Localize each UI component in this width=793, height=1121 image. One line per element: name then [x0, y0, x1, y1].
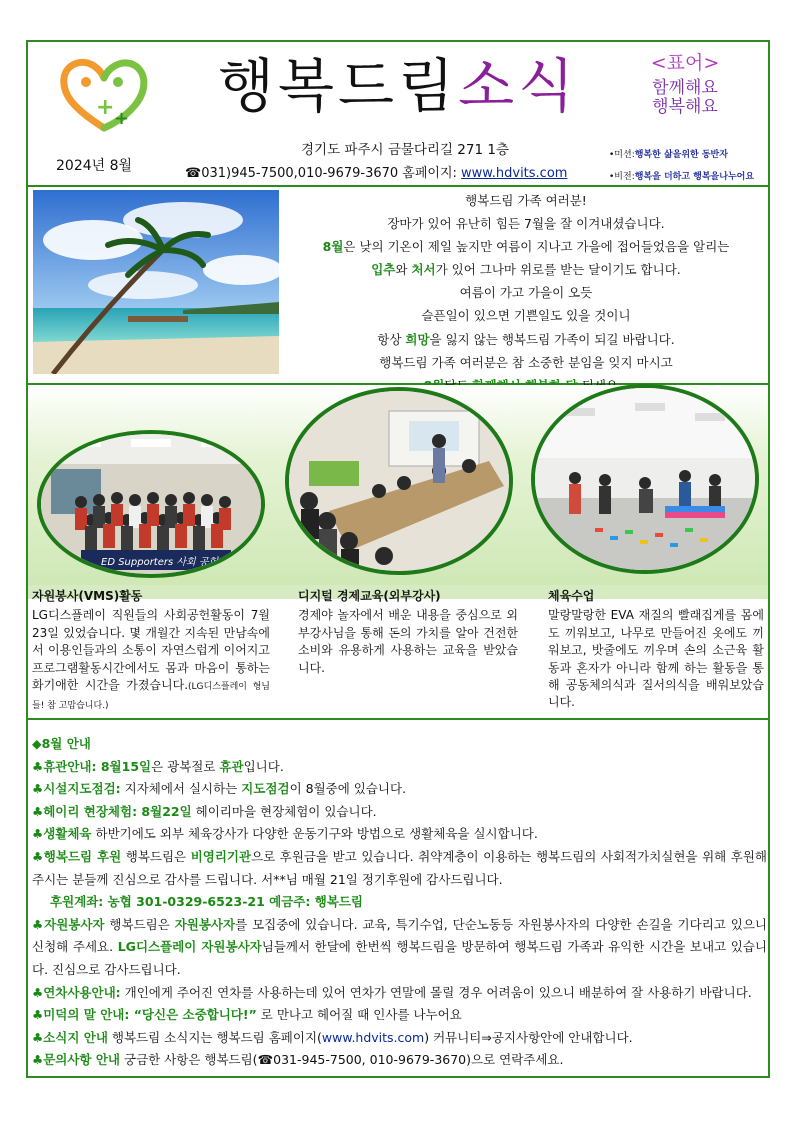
notice-item: ♣생활체육 하반기에도 외부 체육강사가 다양한 운동기구와 방법으로 생활체육을 실시합니다.	[32, 826, 538, 842]
address: 경기도 파주시 금물다리길 271 1층	[300, 142, 509, 158]
notice-sponsor: ♣행복드림 후원 행복드림은 비영리기관으로 후원금을 받고 있습니다. 취약계층이 이용하는 행복드림의 사회적가치실현을 위해 후원해 주시는 분들께 진심으로 감사를 드립니다. 서**님 매월 21일 정기후원에 감사드립니다.	[32, 848, 767, 887]
pe-class-photo	[531, 384, 759, 574]
divider	[26, 718, 770, 720]
logo-heart-icon	[56, 52, 152, 134]
economy-class-photo	[285, 387, 513, 575]
notice-item: ♣시설지도점검: 지자체에서 실시하는 지도점검이 8월중에 있습니다.	[32, 781, 407, 797]
contact-info: ☎031)945-7500,010-9679-3670 홈페이지: www.hdvits.com	[185, 166, 568, 181]
notice-inquiry: ♣문의사항 안내 궁금한 사항은 행복드림(☎031-945-7500, 010-9679-3670)으로 연락주세요.	[32, 1052, 564, 1068]
activity-heading: 체육수업	[548, 589, 595, 603]
notice-leave: ♣연차사용안내: 개인에게 주어진 연차를 사용하는데 있어 연차가 연말에 몰릴 경우 어려움이 있으니 배분하여 잘 사용하기 바랍니다.	[32, 984, 752, 1000]
activity-heading: 디지털 경제교육(외부강사)	[298, 589, 441, 603]
svg-text:+: +	[96, 95, 115, 120]
notice-virtue: ♣미덕의 말 안내: “당신은 소중합니다!” 로 만나고 헤어질 때 인사를 나누어요	[32, 1007, 462, 1023]
sponsor-account: 후원계좌: 농협 301-0329-6523-21 예금주: 행복드림	[50, 894, 364, 910]
notice-heading: ◆8월 안내	[32, 736, 91, 751]
notice-item: ♣휴관안내: 8월15일은 광복절로 휴관입니다.	[32, 758, 284, 774]
photo-banner-text: ED Supporters 사회 공헌	[101, 557, 219, 568]
activity-heading: 자원봉사(VMS)활동	[32, 589, 143, 603]
notice-item: ♣헤이리 현장체험: 8월22일 헤이리마을 현장체험이 있습니다.	[32, 803, 377, 819]
activity-pe: 체육수업 말랑말랑한 EVA 재질의 빨래집게를 몸에도 끼워보고, 나무로 만들어진 옷에도 끼워보고, 밧줄에도 끼우며 손의 소근육 활동과 혼자가 아니라 함께 하는 활동을 통해 공동체의식과 질서의식을 배워보았습니다.	[548, 589, 764, 710]
intro-message: 행복드림 가족 여러분! 장마가 있어 유난히 힘든 7월을 잘 이겨내셨습니다. 8월은 낮의 기온이 제일 높지만 여름이 지나고 가을에 접어들었음을 알리는 입추와 처서가 있어 그나마 위로를 받는 달이기도 합니다. 여름이 가고 가을이 오듯 슬픈일이 있으면 기쁜일도 있을 것이니 항상 희망을 잃지 않는 행복드림 가족이 되길 바랍니다. 행복드림 가족 여러분은 참 소중한 분임을 잊지 마시고	[322, 193, 730, 370]
beach-photo	[33, 190, 279, 374]
motto: <표어> 함께해요 행복해요	[650, 52, 720, 117]
mission-vision: •미션:행복한 삶을위한 동반자 •비전:행복을 더하고 행복을나누어요	[609, 150, 755, 182]
notice-volunteer: ♣자원봉사자 행복드림은 자원봉사자를 모집중에 있습니다. 교육, 특기수업, 단순노동등 자원봉사자의 다양한 손길을 기다리고 있으니 신청해 주세요. LG디스플레이 자원봉사자님들께서 한달에 한번씩 행복드림을 방문하여 행복드림 가족과 유익한 시간을 보내고 있습니다. 진심으로 감사드립니다.	[32, 916, 767, 977]
activity-economy: 디지털 경제교육(외부강사) 경제야 놀자에서 배운 내용을 중심으로 외부강사님을 통해 돈의 가치를 알아 건전한 소비와 유용하게 사용하는 교육을 받았습니다.	[298, 589, 518, 675]
volunteer-photo	[37, 430, 265, 578]
issue-date: 2024년 8월	[56, 158, 133, 174]
homepage-link[interactable]: www.hdvits.com	[321, 1029, 425, 1045]
website-link[interactable]: www.hdvits.com	[461, 166, 568, 181]
newsletter-title: 행복드림소식	[218, 52, 579, 120]
august-notices	[32, 733, 767, 1072]
notice-newsletter: ♣소식지 안내 행복드림 소식지는 행복드림 홈페이지(www.hdvits.com) 커뮤니티⇒공지사항안에 안내합니다.	[32, 1029, 633, 1045]
svg-text:+: +	[114, 108, 130, 129]
activity-volunteer: 자원봉사(VMS)활동 LG디스플레이 직원들의 사회공헌활동이 7월23일 있었습니다. 몇 개월간 지속된 만남속에서 이용인들과의 소통이 자연스럽게 이어지고 프로그램활동시간에서도 몸과 마음이 통하는 화기애한 시간을 가졌습니다.(LG디스플레이 형님들! 참 고맙습니다.)	[32, 589, 270, 712]
